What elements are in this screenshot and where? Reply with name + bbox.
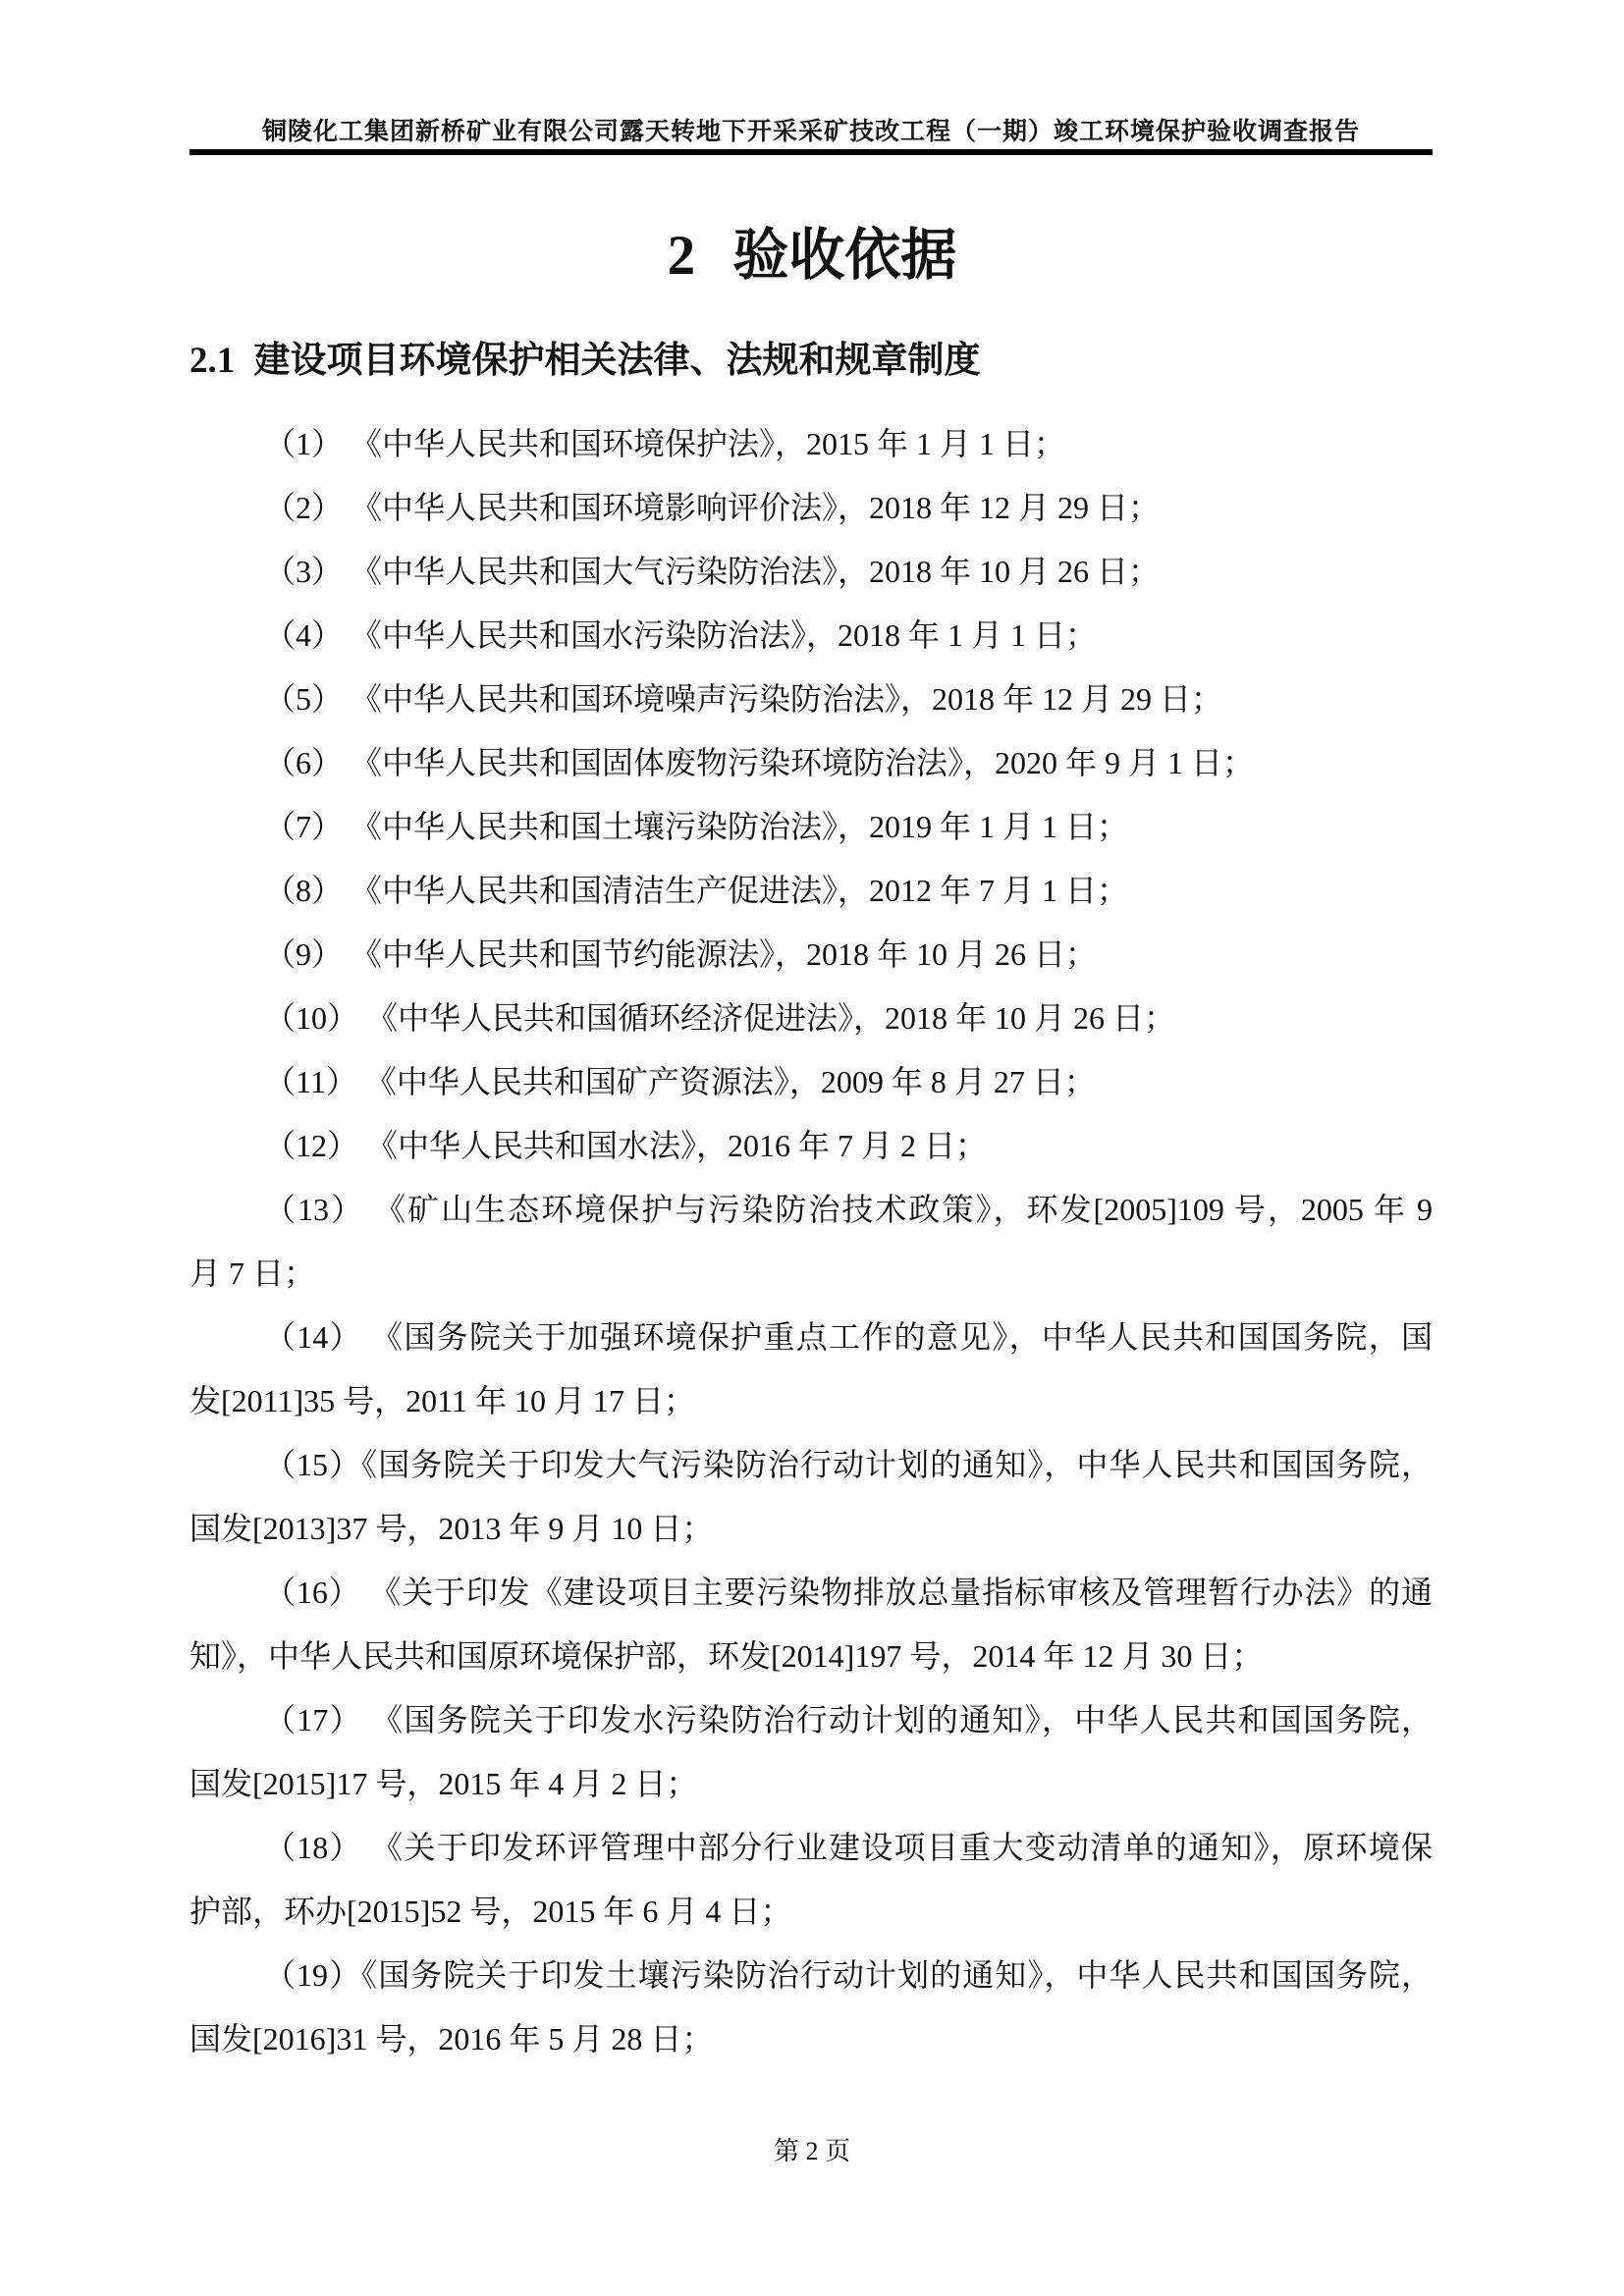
chapter-title: 2 验收依据 [667,225,957,287]
header-rule [189,149,1433,155]
regulation-5-line-1: （5） 《中华人民共和国环境噪声污染防治法》，2018 年 12 月 29 日； [264,681,1223,717]
regulation-8-line-1: （8） 《中华人民共和国清洁生产促进法》，2012 年 7 月 1 日； [264,873,1129,908]
regulation-14-line-1: （14） 《国务院关于加强环境保护重点工作的意见》，中华人民共和国国务院，国 [264,1319,1433,1355]
section-heading: 2.1 建设项目环境保护相关法律、法规和规章制度 [189,341,981,381]
regulation-18-line-2: 护部，环办[2015]52 号，2015 年 6 月 4 日； [189,1894,792,1929]
regulation-2-line-1: （2） 《中华人民共和国环境影响评价法》，2018 年 12 月 29 日； [264,490,1161,525]
regulation-9-line-1: （9） 《中华人民共和国节约能源法》，2018 年 10 月 26 日； [264,936,1098,972]
regulation-15-line-2: 国发[2013]37 号，2013 年 9 月 10 日； [189,1511,714,1546]
page-footer [0,2136,1624,2167]
regulation-12-line-1: （12） 《中华人民共和国水法》，2016 年 7 月 2 日； [264,1128,988,1163]
regulation-16-line-1: （16） 《关于印发《建设项目主要污染物排放总量指标审核及管理暂行办法》的通 [264,1575,1433,1610]
regulation-17-line-2: 国发[2015]17 号，2015 年 4 月 2 日； [189,1766,698,1801]
regulation-18-line-1: （18） 《关于印发环评管理中部分行业建设项目重大变动清单的通知》，原环境保 [264,1830,1433,1865]
regulation-6-line-1: （6） 《中华人民共和国固体废物污染环境防治法》，2020 年 9 月 1 日； [264,745,1255,780]
regulation-1-line-1: （1） 《中华人民共和国环境保护法》，2015 年 1 月 1 日； [264,426,1066,461]
regulation-11-line-1: （11） 《中华人民共和国矿产资源法》，2009 年 8 月 27 日； [264,1064,1096,1099]
regulation-16-line-2: 知》，中华人民共和国原环境保护部，环发[2014]197 号，2014 年 12 月 30 日； [189,1638,1264,1674]
regulation-7-line-1: （7） 《中华人民共和国土壤污染防治法》，2019 年 1 月 1 日； [264,809,1129,844]
regulation-19-line-1: （19）《国务院关于印发土壤污染防治行动计划的通知》，中华人民共和国国务院， [264,1957,1433,1993]
regulation-17-line-1: （17） 《国务院关于印发水污染防治行动计划的通知》，中华人民共和国国务院， [264,1702,1433,1737]
regulation-19-line-2: 国发[2016]31 号，2016 年 5 月 28 日； [189,2021,714,2056]
regulation-13-line-1: （13） 《矿山生态环境保护与污染防治技术政策》，环发[2005]109 号，2005 年 9 [264,1192,1433,1227]
regulation-15-line-1: （15）《国务院关于印发大气污染防治行动计划的通知》，中华人民共和国国务院， [264,1447,1433,1482]
page-number: 第 2 页 [773,2137,850,2165]
running-header-text: 铜陵化工集团新桥矿业有限公司露天转地下开采采矿技改工程（一期）竣工环境保护验收调查报告 [261,119,1360,145]
regulation-4-line-1: （4） 《中华人民共和国水污染防治法》，2018 年 1 月 1 日； [264,617,1098,653]
regulation-3-line-1: （3） 《中华人民共和国大气污染防治法》，2018 年 10 月 26 日； [264,554,1161,589]
regulation-10-line-1: （10） 《中华人民共和国循环经济促进法》，2018 年 10 月 26 日； [264,1000,1176,1036]
regulation-list [189,412,1433,2071]
regulation-13-line-2: 月 7 日； [189,1255,316,1291]
regulation-14-line-2: 发[2011]35 号，2011 年 10 月 17 日； [189,1383,695,1418]
